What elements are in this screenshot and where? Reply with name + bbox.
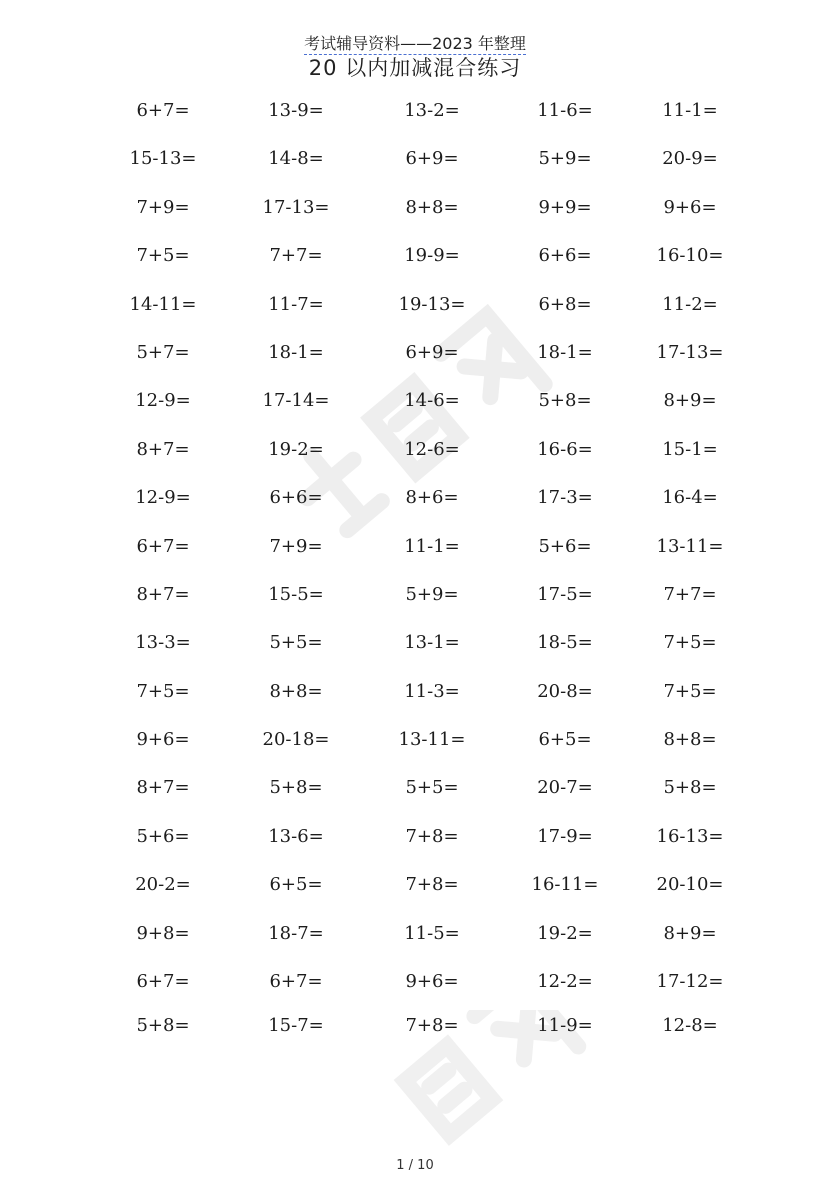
arithmetic-problem: 9+6= bbox=[663, 196, 717, 218]
arithmetic-problem: 6+7= bbox=[136, 100, 190, 121]
arithmetic-problem: 7+5= bbox=[136, 680, 190, 702]
arithmetic-problem: 15-1= bbox=[662, 438, 718, 460]
page-number: 1 / 10 bbox=[396, 1158, 434, 1173]
arithmetic-problem: 8+9= bbox=[663, 390, 717, 412]
arithmetic-problem: 7+5= bbox=[663, 680, 717, 702]
page-title: 20 以内加减混合练习 bbox=[308, 56, 522, 80]
arithmetic-problem: 7+8= bbox=[405, 874, 459, 896]
arithmetic-problem: 13-2= bbox=[404, 100, 460, 121]
problem-row bbox=[0, 630, 830, 678]
arithmetic-problem: 11-3= bbox=[404, 680, 460, 702]
arithmetic-problem: 14-6= bbox=[404, 390, 460, 412]
arithmetic-problem: 5+9= bbox=[405, 583, 459, 605]
problem-row bbox=[0, 582, 830, 630]
arithmetic-problem: 7+7= bbox=[269, 245, 323, 267]
arithmetic-problem: 5+7= bbox=[136, 341, 190, 363]
arithmetic-problem: 8+7= bbox=[136, 438, 190, 460]
arithmetic-problem: 13-3= bbox=[135, 632, 191, 654]
arithmetic-problem: 12-9= bbox=[135, 487, 191, 509]
problem-row bbox=[0, 195, 830, 243]
arithmetic-problem: 7+9= bbox=[269, 535, 323, 557]
arithmetic-problem: 19-2= bbox=[537, 922, 593, 944]
arithmetic-problem: 20-18= bbox=[262, 729, 330, 751]
arithmetic-problem: 15-5= bbox=[268, 583, 324, 605]
arithmetic-problem: 14-11= bbox=[129, 293, 197, 315]
arithmetic-problem: 15-7= bbox=[268, 1015, 324, 1037]
arithmetic-problem: 20-8= bbox=[537, 680, 593, 702]
arithmetic-problem: 12-8= bbox=[662, 1015, 718, 1037]
arithmetic-problem: 11-1= bbox=[404, 535, 460, 557]
arithmetic-problem: 16-13= bbox=[656, 825, 724, 847]
problem-row bbox=[0, 146, 830, 194]
arithmetic-problem: 17-9= bbox=[537, 825, 593, 847]
arithmetic-problem: 17-13= bbox=[656, 341, 724, 363]
arithmetic-problem: 8+7= bbox=[136, 777, 190, 799]
arithmetic-problem: 6+8= bbox=[538, 293, 592, 315]
arithmetic-problem: 6+5= bbox=[538, 729, 592, 751]
arithmetic-problem: 18-7= bbox=[268, 922, 324, 944]
arithmetic-problem: 11-2= bbox=[662, 293, 718, 315]
arithmetic-problem: 9+8= bbox=[136, 922, 190, 944]
arithmetic-problem: 6+5= bbox=[269, 874, 323, 896]
arithmetic-problem: 5+6= bbox=[136, 825, 190, 847]
arithmetic-problem: 17-12= bbox=[656, 971, 724, 993]
arithmetic-problem: 7+7= bbox=[663, 583, 717, 605]
arithmetic-problem: 5+5= bbox=[269, 632, 323, 654]
problem-row bbox=[0, 388, 830, 436]
arithmetic-problem: 8+6= bbox=[405, 487, 459, 509]
problem-row bbox=[0, 824, 830, 872]
arithmetic-problem: 19-2= bbox=[268, 438, 324, 460]
arithmetic-problem: 5+8= bbox=[538, 390, 592, 412]
arithmetic-problem: 17-14= bbox=[262, 390, 330, 412]
arithmetic-problem: 7+8= bbox=[405, 1015, 459, 1037]
arithmetic-problem: 8+8= bbox=[269, 680, 323, 702]
arithmetic-problem: 11-5= bbox=[404, 922, 460, 944]
arithmetic-problem: 12-9= bbox=[135, 390, 191, 412]
problem-row bbox=[0, 969, 830, 1013]
arithmetic-problem: 18-1= bbox=[268, 341, 324, 363]
arithmetic-problem: 5+5= bbox=[405, 777, 459, 799]
arithmetic-problem: 8+8= bbox=[405, 196, 459, 218]
arithmetic-problem: 20-2= bbox=[135, 874, 191, 896]
arithmetic-problem: 6+9= bbox=[405, 341, 459, 363]
arithmetic-problem: 11-6= bbox=[537, 100, 593, 121]
arithmetic-problem: 13-1= bbox=[404, 632, 460, 654]
arithmetic-problem: 12-6= bbox=[404, 438, 460, 460]
problem-row bbox=[0, 775, 830, 823]
arithmetic-problem: 18-1= bbox=[537, 341, 593, 363]
arithmetic-problem: 8+7= bbox=[136, 583, 190, 605]
arithmetic-problem: 6+7= bbox=[269, 971, 323, 993]
problem-row bbox=[0, 437, 830, 485]
arithmetic-problem: 13-11= bbox=[656, 535, 724, 557]
problem-row bbox=[0, 534, 830, 582]
arithmetic-problem: 16-10= bbox=[656, 245, 724, 267]
arithmetic-problem: 6+6= bbox=[269, 487, 323, 509]
arithmetic-problem: 6+7= bbox=[136, 535, 190, 557]
problem-row bbox=[0, 243, 830, 291]
arithmetic-problem: 13-6= bbox=[268, 825, 324, 847]
arithmetic-problem: 17-3= bbox=[537, 487, 593, 509]
arithmetic-problem: 7+5= bbox=[136, 245, 190, 267]
arithmetic-problem: 11-7= bbox=[268, 293, 324, 315]
arithmetic-problem: 11-1= bbox=[662, 100, 718, 121]
arithmetic-problem: 16-4= bbox=[662, 487, 718, 509]
arithmetic-problem: 7+5= bbox=[663, 632, 717, 654]
arithmetic-problem: 8+8= bbox=[663, 729, 717, 751]
arithmetic-problem: 9+9= bbox=[538, 196, 592, 218]
arithmetic-problem: 19-9= bbox=[404, 245, 460, 267]
arithmetic-problem: 9+6= bbox=[136, 729, 190, 751]
arithmetic-problem: 8+9= bbox=[663, 922, 717, 944]
source-header bbox=[0, 34, 830, 54]
arithmetic-problem: 15-13= bbox=[129, 148, 197, 170]
arithmetic-problem: 5+9= bbox=[538, 148, 592, 170]
arithmetic-problem: 20-7= bbox=[537, 777, 593, 799]
arithmetic-problem: 20-10= bbox=[656, 874, 724, 896]
arithmetic-problem: 6+7= bbox=[136, 971, 190, 993]
arithmetic-problem: 5+8= bbox=[663, 777, 717, 799]
arithmetic-problem: 20-9= bbox=[662, 148, 718, 170]
arithmetic-problem: 9+6= bbox=[405, 971, 459, 993]
arithmetic-problem: 5+8= bbox=[269, 777, 323, 799]
arithmetic-problem: 17-5= bbox=[537, 583, 593, 605]
arithmetic-problem: 7+9= bbox=[136, 196, 190, 218]
problem-row bbox=[0, 485, 830, 533]
problem-row bbox=[0, 1013, 830, 1061]
arithmetic-problem: 13-9= bbox=[268, 100, 324, 121]
problem-row bbox=[0, 679, 830, 727]
arithmetic-problem: 11-9= bbox=[537, 1015, 593, 1037]
arithmetic-problem: 16-11= bbox=[531, 874, 599, 896]
problem-row bbox=[0, 872, 830, 920]
arithmetic-problem: 12-2= bbox=[537, 971, 593, 993]
arithmetic-problem: 14-8= bbox=[268, 148, 324, 170]
arithmetic-problem: 16-6= bbox=[537, 438, 593, 460]
arithmetic-problem: 13-11= bbox=[398, 729, 466, 751]
arithmetic-problem: 17-13= bbox=[262, 196, 330, 218]
arithmetic-problem: 7+8= bbox=[405, 825, 459, 847]
problem-row bbox=[0, 340, 830, 388]
arithmetic-problem: 18-5= bbox=[537, 632, 593, 654]
arithmetic-problem: 6+6= bbox=[538, 245, 592, 267]
problem-grid bbox=[0, 98, 830, 1061]
problem-row bbox=[0, 727, 830, 775]
problem-row bbox=[0, 98, 830, 146]
arithmetic-problem: 5+6= bbox=[538, 535, 592, 557]
arithmetic-problem: 5+8= bbox=[136, 1015, 190, 1037]
problem-row bbox=[0, 292, 830, 340]
arithmetic-problem: 6+9= bbox=[405, 148, 459, 170]
arithmetic-problem: 19-13= bbox=[398, 293, 466, 315]
problem-row bbox=[0, 921, 830, 969]
source-header-text: 考试辅导资料——2023 年整理 bbox=[304, 34, 526, 53]
